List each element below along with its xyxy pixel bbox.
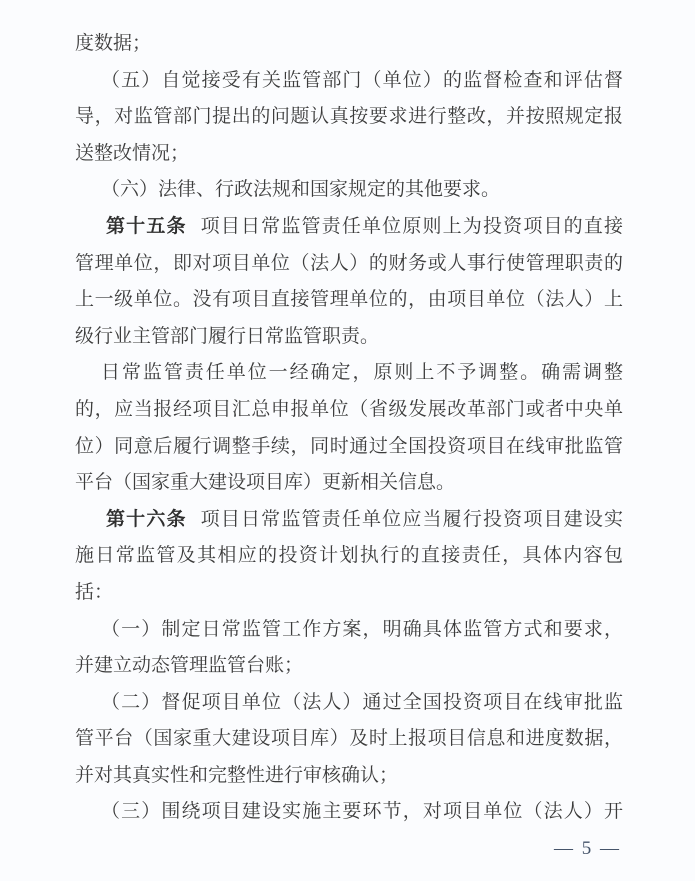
text-line: 位）同意后履行调整手续，同时通过全国投资项目在线审批监管 — [75, 435, 623, 457]
text-line: （五）自觉接受有关监管部门（单位）的监督检查和评估督 — [101, 69, 623, 91]
text-line: 平台（国家重大建设项目库）更新相关信息。 — [75, 472, 456, 494]
text-line: 度数据； — [75, 33, 152, 54]
text-line-article-16 — [75, 502, 623, 539]
text-line: 管平台（国家重大建设项目库）及时上报项目信息和进度数据， — [75, 728, 623, 750]
page-number: — 5 — — [554, 838, 621, 859]
article-number-label: 第十五条 — [106, 215, 187, 237]
text-line: 上一级单位。没有项目直接管理单位的，由项目单位（法人）上 — [75, 289, 623, 311]
text-line: 施日常监管及其相应的投资计划执行的直接责任，具体内容包 — [75, 545, 623, 567]
text-line: 日常监管责任单位一经确定，原则上不予调整。确需调整 — [101, 362, 623, 384]
text-line: （六）法律、行政法规和国家规定的其他要求。 — [101, 179, 501, 201]
text-line: 导，对监管部门提出的问题认真按要求进行整改，并按照规定报 — [75, 106, 623, 128]
article-text: 项目日常监管责任单位应当履行投资项目建设实 — [200, 508, 623, 530]
text-line: （三）围绕项目建设实施主要环节，对项目单位（法人）开 — [101, 801, 623, 823]
text-line: （一）制定日常监管工作方案，明确具体监管方式和要求， — [101, 618, 623, 640]
document-body — [75, 26, 623, 831]
text-line: 并对其真实性和完整性进行审核确认； — [75, 764, 399, 786]
text-line: 送整改情况； — [75, 142, 190, 164]
text-line: 管理单位，即对项目单位（法人）的财务或人事行使管理职责的 — [75, 252, 623, 274]
text-line: 级行业主管部门履行日常监管职责。 — [75, 325, 380, 347]
text-line: 的，应当报经项目汇总申报单位（省级发展改革部门或者中央单 — [75, 398, 623, 420]
text-line: 括： — [75, 581, 114, 603]
text-line: 并建立动态管理监管台账； — [75, 655, 304, 677]
text-line-article-15 — [75, 209, 623, 246]
article-number-label: 第十六条 — [106, 508, 187, 530]
text-line: （二）督促项目单位（法人）通过全国投资项目在线审批监 — [101, 691, 623, 713]
article-text: 项目日常监管责任单位原则上为投资项目的直接 — [200, 215, 623, 237]
